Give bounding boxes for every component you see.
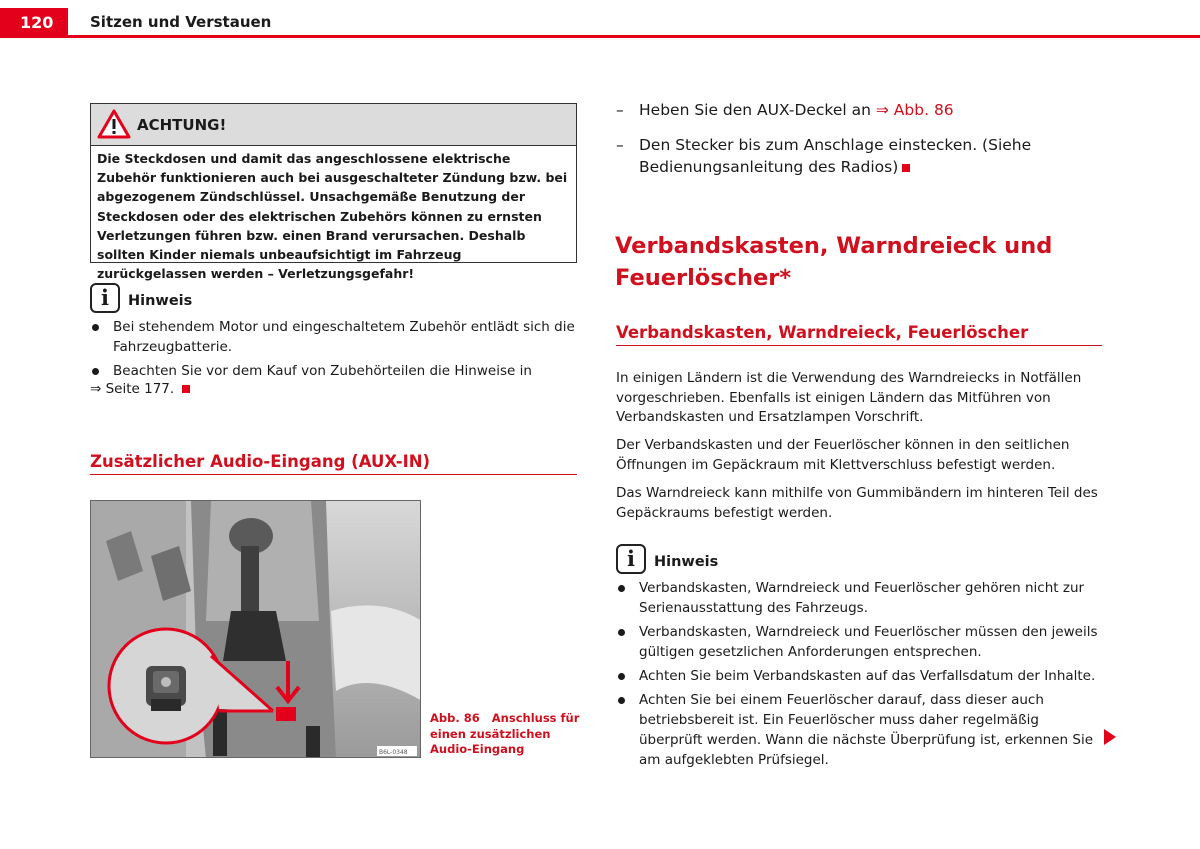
step-text: Heben Sie den AUX-Deckel an [639, 101, 871, 119]
bullet-dot [92, 368, 99, 375]
page-number: 120 [0, 8, 68, 38]
bullet-dot [618, 629, 625, 636]
warning-text: Die Steckdosen und damit das angeschlossene elektrische Zubehör funktionieren auch bei ausgeschalteter Zündung bzw. bei abgezogenem Zündschlüssel. Unsachgemäße Benutzung der Steckdosen oder des elektrischen Zubehörs können zu ernsten Verletzungen führen bzw. einen Brand verursachen. Deshalb sollten Kinder niemals unbeaufsichtigt im Fahrzeug zurückgelassen werden – Verletzungsgefahr! [97, 151, 568, 282]
step-dash: – [616, 101, 624, 119]
figure-caption-label: Abb. 86 [430, 711, 480, 725]
info-icon: i [90, 283, 120, 313]
paragraph: Das Warndreieck kann mithilfe von Gummibändern im hinteren Teil des Gepäckraums befestigt werden. [616, 485, 1098, 521]
end-mark [902, 164, 910, 172]
list-item: Verbandskasten, Warndreieck und Feuerlöscher gehören nicht zur Serienausstattung des Fahrzeugs. [616, 578, 1106, 618]
hinweis-right-list [616, 578, 1106, 774]
step-2 [616, 134, 1111, 180]
hinweis-left-list [90, 317, 580, 385]
figure-caption-text: Anschluss für einen zusätzlichen Audio-Eingang [430, 711, 580, 756]
figure-reference-link[interactable]: ⇒ Abb. 86 [875, 101, 954, 119]
hinweis-label: Hinweis [128, 293, 193, 309]
page-reference [90, 379, 190, 399]
next-page-arrow-icon[interactable] [1104, 729, 1116, 745]
bullet-dot [618, 585, 625, 592]
list-item: Verbandskasten, Warndreieck und Feuerlöscher müssen den jeweils gültigen gesetzlichen Anforderungen entsprechen. [616, 622, 1106, 662]
paragraph: In einigen Ländern ist die Verwendung des Warndreiecks in Notfällen vorgeschrieben. Ebenfalls ist einigen Ländern das Mitführen von Verbandskasten und Ersatzlampen Vorschrift. [616, 370, 1082, 425]
warning-triangle-icon [97, 109, 131, 139]
warning-header [91, 104, 576, 146]
hinweis-label: Hinweis [654, 554, 719, 570]
figure-aux-connector [90, 500, 421, 758]
paragraph: Der Verbandskasten und der Feuerlöscher können in den seitlichen Öffnungen im Gepäckraum mit Klettverschluss befestigt werden. [616, 437, 1070, 473]
end-mark [182, 385, 190, 393]
subheading-first-aid: Verbandskasten, Warndreieck, Feuerlöscher [616, 323, 1102, 346]
bullet-dot [92, 324, 99, 331]
section-heading-first-aid: Verbandskasten, Warndreieck und Feuerlöscher* [615, 233, 1053, 291]
header-rule [68, 35, 1200, 38]
step-dash: – [616, 136, 624, 154]
hinweis-right [616, 544, 1106, 578]
bullet-dot [618, 673, 625, 680]
bullet-dot [618, 697, 625, 704]
list-item: Beachten Sie vor dem Kauf von Zubehörteilen die Hinweise in [90, 361, 580, 381]
car-console-illustration [91, 501, 421, 758]
warning-title: ACHTUNG! [137, 116, 227, 134]
step-text: Den Stecker bis zum Anschlage einstecken. (Siehe Bedienungsanleitung des Radios) [639, 136, 1032, 176]
page-title: Sitzen und Verstauen [90, 13, 272, 31]
figure-caption [430, 711, 580, 758]
figure-code: B6L-0348 [379, 749, 408, 756]
reference-arrow: ⇒ [90, 381, 102, 397]
reference-link[interactable]: Seite 177. [105, 381, 175, 397]
section-heading-aux: Zusätzlicher Audio-Eingang (AUX-IN) [90, 452, 577, 475]
info-icon: i [616, 544, 646, 574]
list-item: Bei stehendem Motor und eingeschaltetem Zubehör entlädt sich die Fahrzeugbatterie. [90, 317, 580, 357]
list-item: Achten Sie beim Verbandskasten auf das Verfallsdatum der Inhalte. [616, 666, 1106, 686]
step-1 [616, 99, 1111, 123]
list-item: Achten Sie bei einem Feuerlöscher darauf, dass dieser auch betriebsbereit ist. Ein Feuerlöscher muss daher regelmäßig überprüft werden. Wann die nächste Überprüfung ist, erkennen Sie am aufgeklebten Prüfsiegel. [616, 690, 1106, 770]
hinweis-left [90, 283, 580, 317]
warning-box [90, 103, 577, 282]
